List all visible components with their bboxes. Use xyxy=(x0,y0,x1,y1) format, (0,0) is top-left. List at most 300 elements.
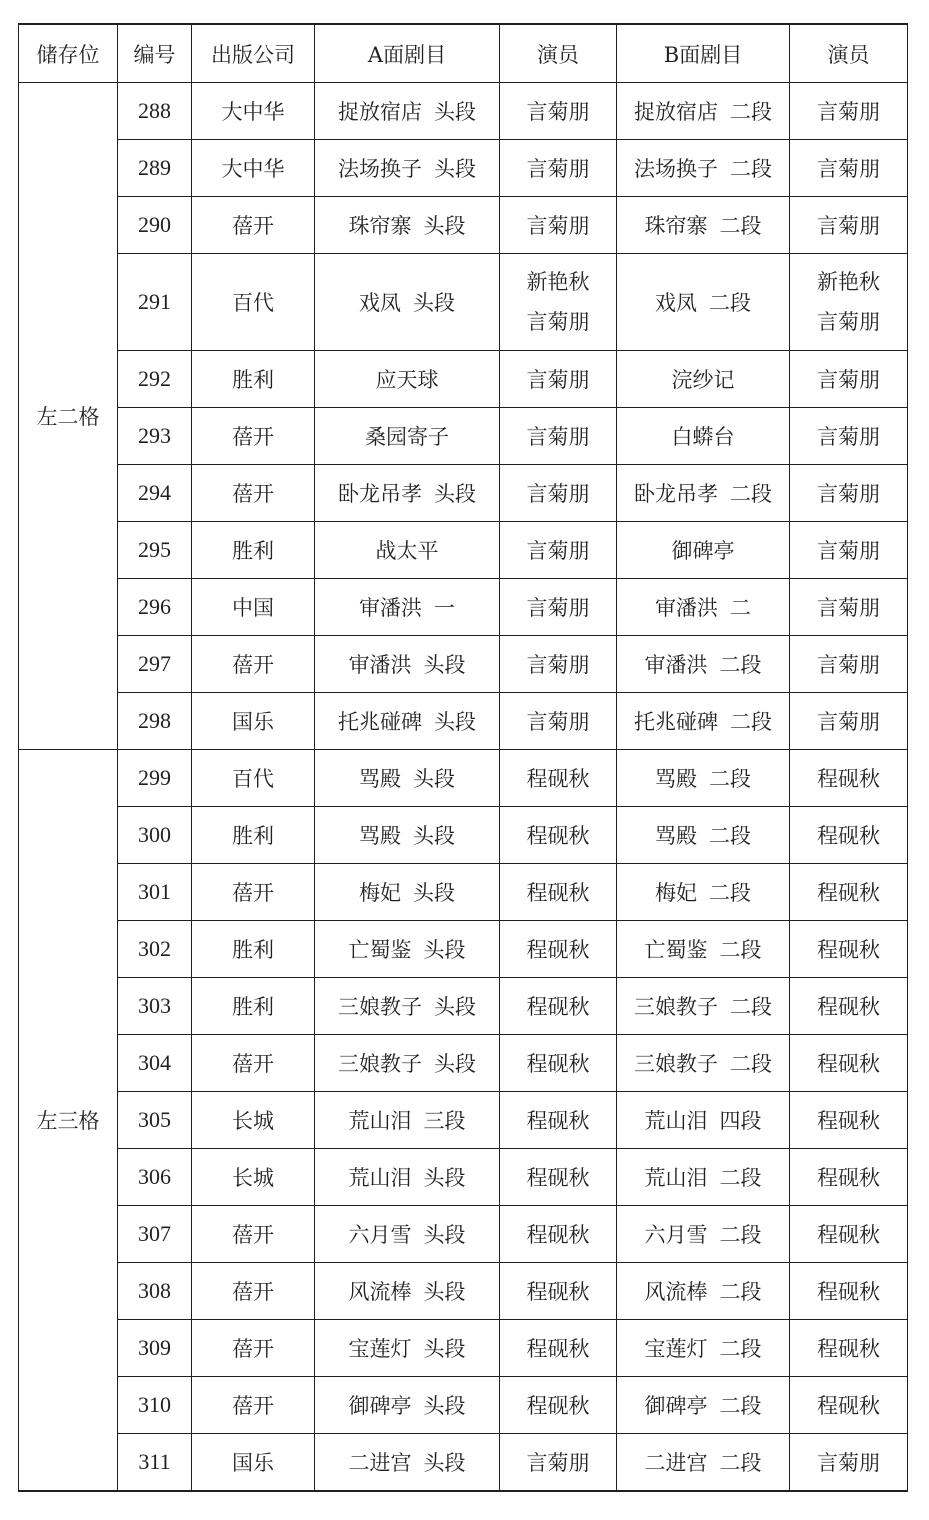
actor-name: 言菊朋 xyxy=(817,1451,880,1475)
record-number: 298 xyxy=(118,693,192,750)
table-row xyxy=(19,1149,908,1206)
b-side-actor-cell xyxy=(790,1035,908,1092)
table-row xyxy=(19,750,908,807)
b-side-actor-cell xyxy=(790,921,908,978)
b-side-actor-cell xyxy=(790,254,908,351)
record-number: 292 xyxy=(118,351,192,408)
a-side-actor-cell xyxy=(500,1035,617,1092)
b-side-title: 骂殿 xyxy=(655,824,697,848)
actor-name: 程砚秋 xyxy=(817,881,880,905)
record-number: 304 xyxy=(118,1035,192,1092)
b-side-title-cell xyxy=(617,522,790,579)
a-side-title: 三娘教子 xyxy=(338,995,422,1019)
table-row xyxy=(19,465,908,522)
record-number: 290 xyxy=(118,197,192,254)
a-side-part: 头段 xyxy=(434,482,476,506)
record-number: 291 xyxy=(118,254,192,351)
b-side-title: 托兆碰碑 xyxy=(634,710,718,734)
record-number: 303 xyxy=(118,978,192,1035)
actor-name: 程砚秋 xyxy=(526,1337,590,1361)
b-side-actor-cell xyxy=(790,1263,908,1320)
actor-name: 言菊朋 xyxy=(526,157,590,181)
a-side-title: 荒山泪 xyxy=(348,1166,412,1190)
actor-name: 程砚秋 xyxy=(526,1109,590,1133)
b-side-title: 浣纱记 xyxy=(671,368,735,392)
table-row xyxy=(19,636,908,693)
a-side-actor-cell xyxy=(500,1320,617,1377)
a-side-title: 宝莲灯 xyxy=(348,1337,412,1361)
record-number: 296 xyxy=(118,579,192,636)
a-side-actor-cell xyxy=(500,254,617,351)
publisher: 蓓开 xyxy=(192,408,315,465)
a-side-actor-cell xyxy=(500,1206,617,1263)
col-header-a-side-actors: 演员 xyxy=(500,24,617,83)
b-side-part: 二段 xyxy=(730,1052,772,1076)
a-side-actor-cell xyxy=(500,579,617,636)
b-side-title: 捉放宿店 xyxy=(634,100,718,124)
record-number: 309 xyxy=(118,1320,192,1377)
a-side-title-cell xyxy=(315,351,500,408)
actor-name: 言菊朋 xyxy=(817,482,880,506)
b-side-title: 卧龙吊孝 xyxy=(634,482,718,506)
actor-name: 程砚秋 xyxy=(817,767,880,791)
publisher: 大中华 xyxy=(192,140,315,197)
b-side-actor-cell xyxy=(790,1092,908,1149)
record-number: 310 xyxy=(118,1377,192,1434)
a-side-actor-cell xyxy=(500,351,617,408)
b-side-title-cell xyxy=(617,197,790,254)
table-row xyxy=(19,1263,908,1320)
a-side-title: 桑园寄子 xyxy=(365,425,449,449)
a-side-actor-cell xyxy=(500,1377,617,1434)
publisher: 胜利 xyxy=(192,978,315,1035)
record-number: 295 xyxy=(118,522,192,579)
table-row xyxy=(19,197,908,254)
b-side-title-cell xyxy=(617,351,790,408)
a-side-title-cell xyxy=(315,83,500,140)
b-side-title: 六月雪 xyxy=(644,1223,708,1247)
a-side-title: 梅妃 xyxy=(359,881,401,905)
record-number: 293 xyxy=(118,408,192,465)
b-side-actor-cell xyxy=(790,978,908,1035)
b-side-actor-cell xyxy=(790,750,908,807)
a-side-actor-cell xyxy=(500,140,617,197)
a-side-title: 亡蜀鉴 xyxy=(348,938,412,962)
a-side-actor-cell xyxy=(500,465,617,522)
a-side-title: 捉放宿店 xyxy=(338,100,422,124)
record-number: 311 xyxy=(118,1434,192,1492)
table-row xyxy=(19,921,908,978)
b-side-actor-cell xyxy=(790,351,908,408)
table-row xyxy=(19,140,908,197)
a-side-title-cell xyxy=(315,1263,500,1320)
actor-name: 言菊朋 xyxy=(817,368,880,392)
b-side-title-cell xyxy=(617,864,790,921)
b-side-title-cell xyxy=(617,1377,790,1434)
a-side-actor-cell xyxy=(500,864,617,921)
publisher: 蓓开 xyxy=(192,1035,315,1092)
a-side-actor-cell xyxy=(500,636,617,693)
publisher: 蓓开 xyxy=(192,465,315,522)
a-side-part: 头段 xyxy=(423,938,466,962)
a-side-actor-cell xyxy=(500,83,617,140)
actor-name: 言菊朋 xyxy=(817,100,880,124)
a-side-part: 头段 xyxy=(423,1223,466,1247)
table-row xyxy=(19,1092,908,1149)
b-side-actor-cell xyxy=(790,807,908,864)
col-header-location: 储存位 xyxy=(19,24,118,83)
actor-name: 程砚秋 xyxy=(817,824,880,848)
actor-name: 程砚秋 xyxy=(526,824,590,848)
actor-name: 程砚秋 xyxy=(526,938,590,962)
a-side-part: 三段 xyxy=(423,1109,466,1133)
record-number: 300 xyxy=(118,807,192,864)
a-side-title-cell xyxy=(315,1206,500,1263)
a-side-title-cell xyxy=(315,807,500,864)
a-side-title-cell xyxy=(315,1434,500,1492)
a-side-part: 头段 xyxy=(434,1052,476,1076)
b-side-part: 二段 xyxy=(719,1451,762,1475)
b-side-actor-cell xyxy=(790,1320,908,1377)
col-header-b-side-title: B面剧目 xyxy=(617,24,790,83)
b-side-title: 三娘教子 xyxy=(634,995,718,1019)
record-number: 308 xyxy=(118,1263,192,1320)
publisher: 中国 xyxy=(192,579,315,636)
publisher: 国乐 xyxy=(192,693,315,750)
b-side-title-cell xyxy=(617,1092,790,1149)
actor-name: 言菊朋 xyxy=(526,368,590,392)
publisher: 蓓开 xyxy=(192,1263,315,1320)
table-row xyxy=(19,807,908,864)
publisher: 蓓开 xyxy=(192,636,315,693)
actor-name: 言菊朋 xyxy=(817,539,880,563)
a-side-actor-cell xyxy=(500,1149,617,1206)
actor-name: 言菊朋 xyxy=(817,710,880,734)
record-number: 288 xyxy=(118,83,192,140)
col-header-label: 出版公司 xyxy=(192,24,315,83)
publisher: 蓓开 xyxy=(192,197,315,254)
actor-name: 言菊朋 xyxy=(526,100,590,124)
a-side-part: 头段 xyxy=(434,100,476,124)
b-side-title: 戏凤 xyxy=(655,291,697,315)
table-row xyxy=(19,408,908,465)
actor-name: 言菊朋 xyxy=(526,214,590,238)
a-side-title-cell xyxy=(315,750,500,807)
actor-name: 程砚秋 xyxy=(526,995,590,1019)
record-number: 307 xyxy=(118,1206,192,1263)
a-side-title: 法场换子 xyxy=(338,157,422,181)
b-side-actor-cell xyxy=(790,522,908,579)
b-side-title-cell xyxy=(617,978,790,1035)
actor-name: 言菊朋 xyxy=(526,596,590,620)
publisher: 蓓开 xyxy=(192,1320,315,1377)
a-side-title: 应天球 xyxy=(375,368,439,392)
a-side-part: 头段 xyxy=(423,1337,466,1361)
a-side-part: 头段 xyxy=(434,995,476,1019)
a-side-title: 戏凤 xyxy=(359,291,401,315)
a-side-title: 托兆碰碑 xyxy=(338,710,422,734)
table-row xyxy=(19,1434,908,1492)
publisher: 大中华 xyxy=(192,83,315,140)
b-side-part: 二段 xyxy=(719,1166,762,1190)
actor-name: 言菊朋 xyxy=(817,214,880,238)
a-side-title-cell xyxy=(315,408,500,465)
a-side-actor-cell xyxy=(500,197,617,254)
a-side-title-cell xyxy=(315,1035,500,1092)
record-number: 302 xyxy=(118,921,192,978)
actor-name: 程砚秋 xyxy=(817,1166,880,1190)
b-side-part: 二段 xyxy=(719,1337,762,1361)
a-side-title: 审潘洪 xyxy=(348,653,412,677)
table-row xyxy=(19,1320,908,1377)
a-side-title: 骂殿 xyxy=(359,767,401,791)
table-row xyxy=(19,693,908,750)
table-row xyxy=(19,1377,908,1434)
storage-location-cell: 左二格 xyxy=(19,83,118,750)
actor-name: 程砚秋 xyxy=(526,1052,590,1076)
b-side-title-cell xyxy=(617,750,790,807)
a-side-title-cell xyxy=(315,921,500,978)
a-side-part: 头段 xyxy=(423,1280,466,1304)
a-side-part: 头段 xyxy=(423,1451,466,1475)
a-side-title-cell xyxy=(315,522,500,579)
a-side-title: 御碑亭 xyxy=(348,1394,412,1418)
publisher: 蓓开 xyxy=(192,864,315,921)
b-side-part: 二段 xyxy=(730,710,772,734)
b-side-actor-cell xyxy=(790,83,908,140)
actor-name: 程砚秋 xyxy=(526,1166,590,1190)
actor-name: 程砚秋 xyxy=(817,995,880,1019)
a-side-title: 审潘洪 xyxy=(359,596,422,620)
table-row xyxy=(19,978,908,1035)
a-side-actor-cell xyxy=(500,693,617,750)
record-number: 294 xyxy=(118,465,192,522)
a-side-title: 战太平 xyxy=(375,539,439,563)
a-side-title-cell xyxy=(315,1320,500,1377)
actor-name: 言菊朋 xyxy=(526,539,590,563)
b-side-title: 梅妃 xyxy=(655,881,697,905)
b-side-title-cell xyxy=(617,1263,790,1320)
b-side-title: 三娘教子 xyxy=(634,1052,718,1076)
actor-name: 新艳秋 xyxy=(817,270,880,294)
a-side-part: 一 xyxy=(434,596,455,620)
b-side-title-cell xyxy=(617,1149,790,1206)
a-side-title: 二进宫 xyxy=(348,1451,412,1475)
actor-name: 程砚秋 xyxy=(817,1052,880,1076)
record-number: 297 xyxy=(118,636,192,693)
b-side-title: 亡蜀鉴 xyxy=(644,938,708,962)
a-side-part: 头段 xyxy=(413,881,455,905)
publisher: 胜利 xyxy=(192,351,315,408)
b-side-actor-cell xyxy=(790,1149,908,1206)
a-side-title: 卧龙吊孝 xyxy=(338,482,422,506)
b-side-actor-cell xyxy=(790,197,908,254)
b-side-title-cell xyxy=(617,1206,790,1263)
a-side-title-cell xyxy=(315,1149,500,1206)
actor-name: 言菊朋 xyxy=(526,653,590,677)
publisher: 胜利 xyxy=(192,807,315,864)
table-row xyxy=(19,1035,908,1092)
b-side-title-cell xyxy=(617,579,790,636)
storage-location-cell: 左三格 xyxy=(19,750,118,1492)
table-row xyxy=(19,864,908,921)
b-side-title: 御碑亭 xyxy=(644,1394,708,1418)
b-side-part: 二段 xyxy=(719,938,762,962)
a-side-title: 珠帘寨 xyxy=(348,214,412,238)
b-side-title-cell xyxy=(617,693,790,750)
table-row xyxy=(19,1206,908,1263)
actor-name: 言菊朋 xyxy=(817,310,880,334)
b-side-part: 二段 xyxy=(709,767,751,791)
a-side-title-cell xyxy=(315,864,500,921)
b-side-title: 珠帘寨 xyxy=(644,214,708,238)
a-side-part: 头段 xyxy=(413,767,455,791)
publisher: 胜利 xyxy=(192,921,315,978)
table-row xyxy=(19,83,908,140)
actor-name: 程砚秋 xyxy=(526,881,590,905)
b-side-part: 四段 xyxy=(719,1109,762,1133)
b-side-part: 二段 xyxy=(730,157,772,181)
table-row xyxy=(19,351,908,408)
b-side-part: 二段 xyxy=(730,482,772,506)
a-side-part: 头段 xyxy=(423,1394,466,1418)
b-side-part: 二段 xyxy=(719,1394,762,1418)
b-side-actor-cell xyxy=(790,408,908,465)
a-side-title-cell xyxy=(315,254,500,351)
b-side-title-cell xyxy=(617,254,790,351)
a-side-title: 风流棒 xyxy=(348,1280,412,1304)
actor-name: 程砚秋 xyxy=(817,1223,880,1247)
actor-name: 言菊朋 xyxy=(526,710,590,734)
b-side-title: 审潘洪 xyxy=(655,596,718,620)
b-side-actor-cell xyxy=(790,864,908,921)
a-side-actor-cell xyxy=(500,1092,617,1149)
b-side-title-cell xyxy=(617,636,790,693)
actor-name: 程砚秋 xyxy=(817,938,880,962)
a-side-title-cell xyxy=(315,465,500,522)
b-side-actor-cell xyxy=(790,1206,908,1263)
col-header-a-side-title: A面剧目 xyxy=(315,24,500,83)
b-side-title: 风流棒 xyxy=(644,1280,708,1304)
record-number: 299 xyxy=(118,750,192,807)
b-side-title-cell xyxy=(617,1035,790,1092)
a-side-part: 头段 xyxy=(413,291,455,315)
a-side-title: 三娘教子 xyxy=(338,1052,422,1076)
b-side-title: 御碑亭 xyxy=(671,539,735,563)
actor-name: 程砚秋 xyxy=(817,1337,880,1361)
b-side-part: 二段 xyxy=(709,881,751,905)
a-side-part: 头段 xyxy=(434,710,476,734)
a-side-actor-cell xyxy=(500,1434,617,1492)
b-side-title-cell xyxy=(617,83,790,140)
b-side-actor-cell xyxy=(790,636,908,693)
a-side-title-cell xyxy=(315,579,500,636)
b-side-title: 二进宫 xyxy=(644,1451,708,1475)
b-side-part: 二段 xyxy=(709,291,751,315)
b-side-title: 白蟒台 xyxy=(671,425,735,449)
actor-name: 程砚秋 xyxy=(526,1223,590,1247)
b-side-actor-cell xyxy=(790,1377,908,1434)
a-side-actor-cell xyxy=(500,522,617,579)
a-side-title-cell xyxy=(315,197,500,254)
actor-name: 程砚秋 xyxy=(817,1280,880,1304)
b-side-title-cell xyxy=(617,465,790,522)
table-row xyxy=(19,522,908,579)
b-side-title: 荒山泪 xyxy=(644,1109,708,1133)
record-catalog-table xyxy=(18,23,908,1492)
b-side-part: 二段 xyxy=(730,995,772,1019)
table-row xyxy=(19,254,908,351)
col-header-number: 编号 xyxy=(118,24,192,83)
actor-name: 言菊朋 xyxy=(817,596,880,620)
publisher: 胜利 xyxy=(192,522,315,579)
b-side-title: 宝莲灯 xyxy=(644,1337,708,1361)
b-side-title-cell xyxy=(617,807,790,864)
record-number: 289 xyxy=(118,140,192,197)
actor-name: 程砚秋 xyxy=(526,1280,590,1304)
b-side-actor-cell xyxy=(790,1434,908,1492)
b-side-part: 二段 xyxy=(719,1280,762,1304)
publisher: 百代 xyxy=(192,750,315,807)
b-side-actor-cell xyxy=(790,579,908,636)
a-side-title-cell xyxy=(315,978,500,1035)
header-row xyxy=(19,24,908,83)
b-side-part: 二段 xyxy=(709,824,751,848)
a-side-title: 骂殿 xyxy=(359,824,401,848)
actor-name: 新艳秋 xyxy=(526,270,590,294)
b-side-actor-cell xyxy=(790,465,908,522)
a-side-title-cell xyxy=(315,693,500,750)
table-row xyxy=(19,579,908,636)
actor-name: 言菊朋 xyxy=(817,425,880,449)
record-number: 305 xyxy=(118,1092,192,1149)
b-side-title: 骂殿 xyxy=(655,767,697,791)
a-side-part: 头段 xyxy=(423,653,466,677)
a-side-part: 头段 xyxy=(423,1166,466,1190)
a-side-title-cell xyxy=(315,1092,500,1149)
col-header-b-side-actors: 演员 xyxy=(790,24,908,83)
b-side-actor-cell xyxy=(790,140,908,197)
a-side-actor-cell xyxy=(500,921,617,978)
publisher: 国乐 xyxy=(192,1434,315,1492)
b-side-title-cell xyxy=(617,1320,790,1377)
actor-name: 言菊朋 xyxy=(526,425,590,449)
b-side-title-cell xyxy=(617,921,790,978)
actor-name: 言菊朋 xyxy=(817,157,880,181)
b-side-title: 荒山泪 xyxy=(644,1166,708,1190)
a-side-actor-cell xyxy=(500,807,617,864)
a-side-actor-cell xyxy=(500,750,617,807)
a-side-title: 荒山泪 xyxy=(348,1109,412,1133)
record-number: 301 xyxy=(118,864,192,921)
a-side-part: 头段 xyxy=(413,824,455,848)
a-side-actor-cell xyxy=(500,978,617,1035)
actor-name: 程砚秋 xyxy=(817,1394,880,1418)
publisher: 蓓开 xyxy=(192,1377,315,1434)
actor-name: 言菊朋 xyxy=(526,310,590,334)
b-side-part: 二段 xyxy=(719,653,762,677)
actor-name: 言菊朋 xyxy=(817,653,880,677)
a-side-title-cell xyxy=(315,1377,500,1434)
table-body xyxy=(19,83,908,1492)
b-side-part: 二段 xyxy=(719,214,762,238)
a-side-title: 六月雪 xyxy=(348,1223,412,1247)
publisher: 长城 xyxy=(192,1149,315,1206)
publisher: 蓓开 xyxy=(192,1206,315,1263)
actor-name: 程砚秋 xyxy=(526,1394,590,1418)
b-side-title-cell xyxy=(617,408,790,465)
b-side-part: 二 xyxy=(730,596,751,620)
